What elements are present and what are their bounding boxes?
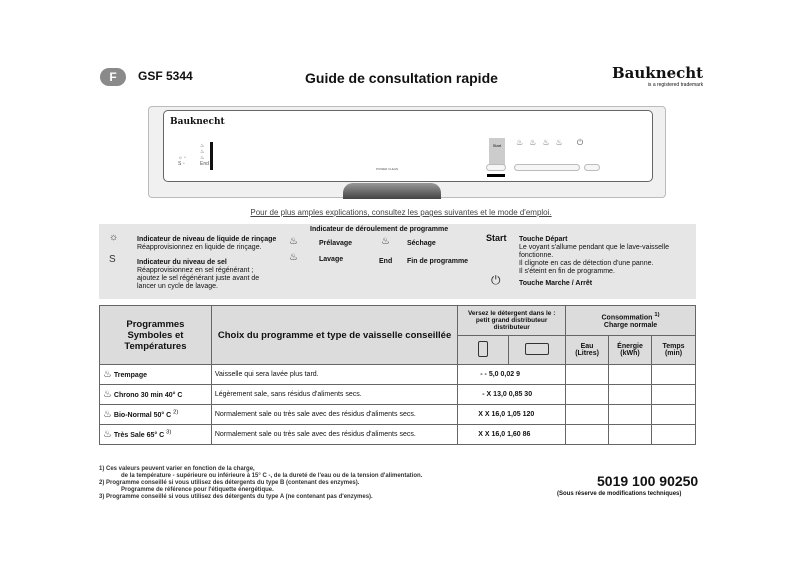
more-info-link[interactable]: Pour de plus amples explications, consultez les pages suivantes et le mode d'emploi. (250, 208, 552, 217)
document-code: 5019 100 90250 (597, 473, 699, 489)
progress-title: Indicateur de déroulement de programme (310, 226, 449, 233)
brand-logo: Bauknecht is a registered trademark (612, 64, 704, 88)
program-values: X X 16,0 1,60 86 (458, 425, 566, 445)
table-row (100, 425, 696, 445)
rinse-legend: Indicateur de niveau de liquide de rinçage Réapprovisionnez en liquide de rinçage. (137, 236, 277, 251)
program-description: Vaisselle qui sera lavée plus tard. (211, 365, 457, 385)
page-title: Guide de consultation rapide (305, 70, 498, 86)
model-number: GSF 5344 (138, 69, 193, 83)
program-values: - - 5,0 0,02 9 (458, 365, 566, 385)
power-icon: ⏻ (491, 273, 501, 287)
start-indicator: Start (489, 138, 505, 168)
small-dispenser-icon (458, 336, 509, 365)
footnotes: 1) Ces valeurs peuvent varier en fonction de la charge, de la température - supérieure ou inférieure à 15° C -, de la dureté de l'eau ou de la tension d'alimentation. 2) Programme conseillé si vous utilisez des détergents du type B (contenant des enzymes). Programme de référence pour l'étiquette énergétique. 3) Programme conseillé si vous utilisez des détergents du type A (ne contenant pas d'enzymes). (99, 466, 423, 500)
language-badge: F (100, 68, 126, 86)
panel-indicators: ☼ ▫ S ▫ (178, 155, 186, 167)
door-handle (343, 183, 441, 199)
large-dispenser-icon (509, 336, 566, 365)
program-name: ♨ Trempage (100, 365, 212, 385)
power-label: Touche Marche / Arrêt (519, 280, 593, 287)
end-symbol: End (379, 258, 393, 265)
program-description: Légèrement sale, sans résidus d'aliments secs. (211, 385, 457, 405)
header-water: Eau (Litres) (566, 336, 609, 365)
header-programs: Programmes Symboles et Températures (100, 306, 212, 365)
prewash-label: Prélavage (319, 240, 353, 247)
header-detergent: Versez le détergent dans le : petit grand distributeur distributeur (458, 306, 566, 336)
start-legend: Touche Départ Le voyant s'allume pendant que le lave-vaisselle fonctionne. Il clignote en cas de détection d'une panne. Il s'éteint en fin de programme. (519, 236, 669, 275)
wash-label: Lavage (319, 256, 344, 263)
start-button[interactable] (486, 164, 506, 171)
start-symbol: Start (486, 233, 507, 243)
salt-legend: Indicateur du niveau de sel Réapprovisionnez en sel régénérant ; ajoutez le sel régénérant juste avant de lancer un cycle de lavage. (137, 259, 260, 290)
program-name: ♨ Très Sale 65° C $^{3)}$ (100, 425, 212, 445)
power-button[interactable] (584, 164, 600, 171)
table-row (100, 385, 696, 405)
header-energy: Énergie (kWh) (609, 336, 652, 365)
program-description: Normalement sale ou très sale avec des résidus d'aliments secs. (211, 425, 457, 445)
table-row (100, 365, 696, 385)
program-values: X X 16,0 1,05 120 (458, 405, 566, 425)
drying-label: Séchage (407, 240, 436, 247)
header-choice: Choix du programme et type de vaisselle conseillée (211, 306, 457, 365)
program-icons: ♨♨♨♨ ⏻ (516, 138, 590, 147)
progress-bar-indicator (210, 142, 213, 170)
wash-icon: ♨ (289, 252, 298, 263)
program-buttons[interactable] (514, 164, 580, 171)
reserve-note: (Sous réserve de modifications techniques) (557, 491, 682, 497)
program-name: ♨ Chrono 30 min 40° C (100, 385, 212, 405)
end-label: Fin de programme (407, 258, 469, 265)
salt-icon: S (109, 254, 116, 265)
program-table (99, 305, 696, 445)
program-name: ♨ Bio-Normal 50° C $^{2)}$ (100, 405, 212, 425)
panel-progress-icons: ♨ ♨ ♨ End (200, 143, 209, 167)
table-row (100, 405, 696, 425)
prewash-icon: ♨ (289, 236, 298, 247)
panel-logo: Bauknecht (170, 117, 225, 127)
legend-box (99, 224, 696, 299)
header-time: Temps (min) (651, 336, 695, 365)
program-description: Normalement sale ou très sale avec des résidus d'aliments secs. (211, 405, 457, 425)
rinse-aid-icon: ☼ (109, 232, 119, 243)
drying-icon: ♨ (381, 236, 390, 247)
program-values: - X 13,0 0,85 30 (458, 385, 566, 405)
powerclean-label: POWER CLEAN (376, 167, 399, 171)
header-consumption: Consommation $^{1)}$ Charge normale (566, 306, 696, 336)
start-bar (487, 174, 505, 177)
